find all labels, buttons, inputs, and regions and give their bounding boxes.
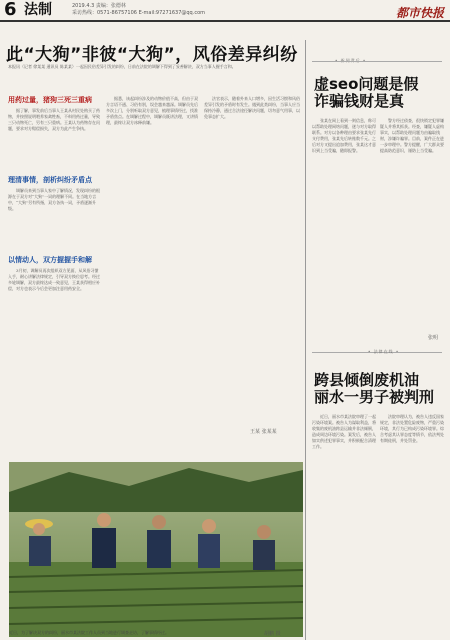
sidebar-bottom-tag: • 法律在线 •	[368, 349, 400, 354]
sidebar-top-title-line1: 虚seo问题是假	[314, 75, 419, 93]
section-name: 法制	[24, 2, 52, 18]
sidebar-top-tag-rule	[312, 61, 442, 62]
subhead-1: 用药过量，猪狗三死三重病	[8, 96, 92, 104]
sidebar-bottom-body-b: 法院审理认为，被告人违反国家规定，非法处置危险废物，严重污染环境，其行为已构成污染环境罪。综合考虑其认罪态度等情节，依法判处有期徒刑，并处罚金。	[380, 414, 444, 443]
photo-illustration	[9, 462, 303, 637]
article-body-col3: 法官表示，随着外来人口增多，因生活习惯和风俗差异引发的矛盾时有发生。遇到此类纠纷，当事人应当保持冷静，通过合法途径解决问题，切勿意气用事，以免事态扩大。	[204, 96, 300, 119]
header-rule	[0, 20, 450, 22]
sidebar-bottom-body-a: 近日，丽水市某法院审理了一起污染环境案。被告人为谋取利益，将收集的废机油跨县运输并非法倾倒，造成周边环境污染。案发后，被告人如实供述犯罪事实，并积极配合清理工作。	[312, 414, 376, 449]
photo-credit: 胡鹏 摄	[264, 631, 281, 637]
header-meta	[72, 3, 205, 17]
sidebar-top-title-line2: 诈骗钱财是真	[314, 92, 405, 110]
lead-paragraph: 本报讯（记者 徐某某 通讯员 陈某某）一起因民俗差异引发的纠纷，日前在法院的调解下得到了妥善解决，双方当事人握手言和。	[8, 64, 236, 69]
page-header	[0, 0, 450, 20]
sidebar-bottom-title-line2: 丽水一男子被判刑	[314, 388, 435, 406]
article-body-col1b: 调解员来到当事人家中了解情况，发现纠纷的根源在于双方对“大狗”一词的理解不同。在当地方言中，“大狗”另有所指，双方各执一词，矛盾逐渐升级。	[8, 188, 100, 211]
photo-caption: 近日，为了解决双方的纠纷，丽水市某法院工作人员到当地进行调查走访，了解事情经过。	[9, 630, 169, 635]
person-1	[25, 519, 53, 566]
page-number: 6	[4, 0, 17, 20]
news-photo	[9, 462, 303, 637]
main-headline: 此“大狗”非彼“大狗”，风俗差异纠纷	[6, 45, 298, 65]
column-divider	[305, 40, 306, 640]
sidebar-bottom-title-line1: 跨县倾倒废机油	[314, 371, 420, 389]
article-body-col1a: 据了解，事发前后当事人王某从村民处购买了药物，并按照说明喂养家禽牲畜，不料用药过量，导致三只动物死亡，另有三只重病。王某认为药物存在问题，要求对方赔偿损失，双方为此产生争执。	[8, 108, 100, 131]
date-editor: 2019.4.3 责编：张德林	[72, 3, 126, 9]
sidebar-top-body-a: 张某在网上看到一则信息，称可以帮助处理网络问题，遂与对方取得联系。对方以各种理由要求张某先行支付费用，张某先后转账数千元。之后对方又提出追加费用，张某这才意识到上当受骗，随即报警。	[312, 118, 376, 153]
newspaper-logo: 都市快报	[395, 6, 444, 20]
subhead-3: 以情动人，双方握握手和解	[8, 256, 92, 264]
sidebar-bottom-title	[314, 372, 434, 406]
article-body-col2: 据悉，该起纠纷涉及的动物价值不高，但由于双方言语不通、习俗有别，误会越来越深。调解员先后多次上门，分别听取双方意见，梳理事情经过，找准矛盾焦点。在调解过程中，调解员既讲法理，又讲情理，最终让双方冰释前嫌。	[106, 96, 198, 125]
article-body-col1c: 3月初，调解员再次组织双方见面，从风俗习惯入手，耐心讲解法律规定，引导双方换位思考。经过多轮调解，双方最终达成一致意见，王某获得相应补偿，对方也表示今后会更加注意用药安全。	[8, 268, 100, 291]
subhead-2: 理清事情，剖析纠纷矛盾点	[8, 176, 92, 184]
main-author: 王某 张某某	[250, 429, 277, 435]
sidebar-top-title	[314, 76, 418, 110]
contacts: 采访热线：0571-86757106 E-mail:97271637@qq.com	[72, 10, 205, 16]
sidebar-top-author: 张明	[428, 335, 439, 341]
sidebar-top-body-b: 警方经过侦查，很快锁定犯罪嫌疑人并将其抓获。经查，嫌疑人虚构事实，以帮助处理问题为由骗取钱财，涉嫌诈骗罪。目前，案件正在进一步审理中。警方提醒，广大群众要提高防范意识，谨防上当受骗。	[380, 118, 444, 153]
